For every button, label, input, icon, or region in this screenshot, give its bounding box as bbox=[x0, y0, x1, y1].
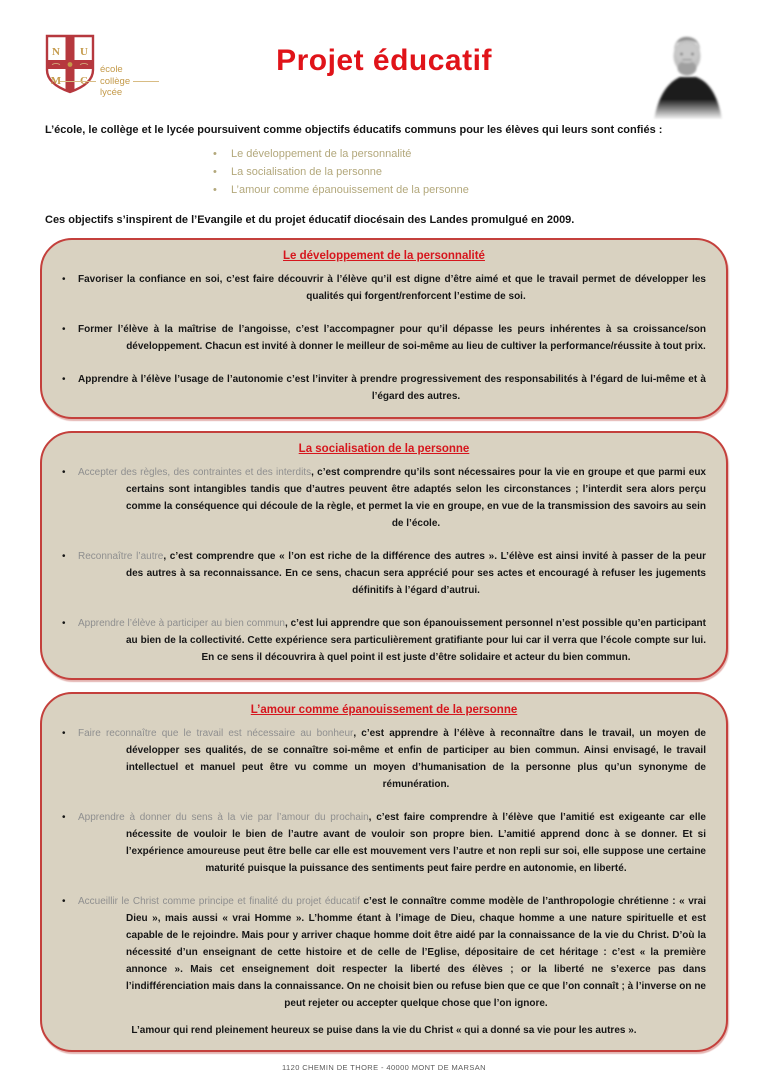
box-title: L’amour comme épanouissement de la personne bbox=[250, 704, 518, 716]
bullet-paragraph bbox=[62, 371, 706, 405]
bullet-text-block bbox=[78, 371, 706, 405]
bullet-text: , c’est comprendre que « l’on est riche de la différence des autres ». L’élève est ainsi invité à passer de la peur des autres à sa reconnaissance. En ce sens, chacun sera apprécié pour ses actes et encouragé à refuser les jugements définitifs à l’égard d’autrui. bbox=[126, 551, 706, 596]
bullet-text: Apprendre à l’élève l’usage de l’autonomie c’est l’inviter à prendre progressivement des responsabilités à l’égard de lui-même et à l’égard des autres. bbox=[78, 374, 706, 402]
bullet-dot-icon bbox=[213, 145, 231, 163]
box-title: La socialisation de la personne bbox=[298, 443, 470, 455]
intro-section bbox=[45, 122, 723, 226]
box-title: Le développement de la personnalité bbox=[283, 250, 485, 262]
intro-bullet-item bbox=[213, 145, 723, 163]
bullet-paragraph bbox=[62, 321, 706, 355]
bullet-dot-icon bbox=[62, 371, 78, 405]
section-amour-epanouissement bbox=[40, 692, 728, 1052]
closing-line: L’amour qui rend pleinement heureux se puise dans la vie du Christ « qui a donné sa vie pour les autres ». bbox=[131, 1025, 637, 1036]
intro-origin-text: Ces objectifs s’inspirent de l’Evangile et du projet éducatif diocésain des Landes promulgué en 2009. bbox=[45, 214, 575, 226]
bullet-text-block bbox=[78, 893, 706, 1012]
bullet-text-block bbox=[78, 464, 706, 532]
crest-letter: M bbox=[50, 75, 62, 87]
section-socialisation-personne bbox=[40, 431, 728, 680]
crest-letter: C bbox=[80, 75, 88, 87]
bullet-paragraph bbox=[62, 548, 706, 599]
bullet-text: c’est le connaître comme modèle de l’anthropologie chrétienne : « vrai Dieu », mais aussi « vrai Homme ». L’homme étant à l’image de Dieu, chaque homme a une nature spirituelle et est capable de le rejoindre. Mais pour y arriver chaque homme doit être aidé par la connaissance de la vie du Christ. D’où la nécessité d’un enseignant de cette histoire et de celle de l’Eglise, dépositaire de cet héritage : c’est « la première annonce ». Mais cet enseignement doit respecter la liberté des élèves ; or la liberté ne s’exerce pas dans l’indifférenciation mais dans la connaissance. On ne choisit bien ou refuse bien que ce que l’on connaît ; à l’inverse on ne peut rejeter ou accepter quelque chose que l’on ignore. bbox=[126, 896, 706, 1009]
bullet-text: , c’est faire comprendre à l’élève que l’amitié est exigeante car elle nécessite de vouloir le bien de l’autre avant de vouloir son propre bien. L’amitié apprend donc à se donner. Et si l’expérience amoureuse peut être belle car elle est mouvement vers l’autre et non repli sur soi, elle suppose une certaine maturité puisque la puissance des sentiments peut faire perdre en autonomie, en liberté. bbox=[126, 812, 706, 874]
crest-letter: N bbox=[52, 46, 60, 58]
intro-bullet-label: L’amour comme épanouissement de la personne bbox=[231, 184, 469, 196]
footer-address: 1120 CHEMIN DE THORE - 40000 MONT DE MARSAN bbox=[282, 1063, 486, 1072]
bullet-dot-icon bbox=[62, 809, 78, 877]
section-developpement-personnalite bbox=[40, 238, 728, 419]
crest-letter: U bbox=[80, 46, 88, 58]
bullet-lead: Faire reconnaître que le travail est nécessaire au bonheur bbox=[78, 728, 354, 739]
bullet-paragraph bbox=[62, 725, 706, 793]
bullet-dot-icon bbox=[62, 321, 78, 355]
portrait-photo bbox=[630, 26, 742, 120]
bullet-lead: Accepter des règles, des contraintes et des interdits bbox=[78, 467, 312, 478]
logo-word-ecole: école bbox=[100, 64, 123, 75]
bullet-dot-icon bbox=[213, 163, 231, 181]
bullet-lead: Reconnaître l’autre bbox=[78, 551, 164, 562]
bullet-paragraph bbox=[62, 809, 706, 877]
bullet-text: , c’est apprendre à l’élève à reconnaître dans le travail, un moyen de développer ses qualités, de se connaître soi-même et enfin de participer au bien commun. Ainsi envisagé, le travail intellectuel et manuel peut être vu comme un moyen d’humanisation de la personne plus qu’un synonyme de rémunération. bbox=[126, 728, 706, 790]
logo-word-lycee: lycée bbox=[100, 87, 123, 98]
logo-word-college: collège bbox=[100, 75, 131, 87]
bullet-text: , c’est lui apprendre que son épanouissement personnel n’est possible qu’en participant au bien de la collectivité. Cette expérience sera particulièrement gratifiante pour lui car il verra que l’école compte sur lui. En ce sens il découvrira à quel point il est juste d’être solidaire et acteur du bien commun. bbox=[126, 618, 706, 663]
intro-lead-text: L’école, le collège et le lycée poursuivent comme objectifs éducatifs communs pour les élèves qui leurs sont confiés : bbox=[45, 124, 663, 136]
intro-bullet-label: Le développement de la personnalité bbox=[231, 148, 412, 160]
header bbox=[0, 0, 768, 118]
bullet-paragraph bbox=[62, 271, 706, 305]
bullet-paragraph bbox=[62, 464, 706, 532]
bullet-dot-icon bbox=[62, 893, 78, 1012]
bullet-text: Favoriser la confiance en soi, c’est faire découvrir à l’élève qu’il est digne d’être aimé et que le travail permet de développer les qualités qui forgent/renforcent l’estime de soi. bbox=[78, 274, 706, 302]
bullet-lead: Apprendre à donner du sens à la vie par l’amour du prochain bbox=[78, 812, 369, 823]
page-title: Projet éducatif bbox=[276, 44, 492, 77]
intro-bullet-item bbox=[213, 181, 723, 199]
bullet-text-block bbox=[78, 271, 706, 305]
bullet-paragraph bbox=[62, 615, 706, 666]
bullet-text-block bbox=[78, 548, 706, 599]
bullet-paragraph bbox=[62, 893, 706, 1012]
bullet-dot-icon bbox=[62, 464, 78, 532]
bullet-text-block bbox=[78, 321, 706, 355]
bullet-dot-icon bbox=[62, 725, 78, 793]
intro-bullet-label: La socialisation de la personne bbox=[231, 166, 383, 178]
bullet-text-block bbox=[78, 809, 706, 877]
intro-bullet-list bbox=[213, 145, 723, 199]
bullet-dot-icon bbox=[62, 271, 78, 305]
intro-bullet-item bbox=[213, 163, 723, 181]
bullet-text-block bbox=[78, 615, 706, 666]
bullet-dot-icon bbox=[213, 181, 231, 199]
bullet-dot-icon bbox=[62, 615, 78, 666]
bullet-text: , c’est comprendre qu’ils sont nécessaires pour la vie en groupe et que parmi eux certains sont intangibles tandis que d’autres peuvent être adaptés selon les circonstances ; l’interdit sera alors perçu comme la conséquence qui découle de la règle, et permet la vie en groupe, en vue de la transmission des savoirs au sein de l’école. bbox=[126, 467, 706, 529]
bullet-lead: Apprendre l’élève à participer au bien commun bbox=[78, 618, 285, 629]
bullet-lead: Accueillir le Christ comme principe et finalité du projet éducatif bbox=[78, 896, 360, 907]
bullet-text: Former l’élève à la maîtrise de l’angoisse, c’est l’accompagner pour qu’il dépasse les peurs inhérentes à sa croissance/son développement. Chacun est invité à donner le meilleur de soi-même au lieu de cultiver la performance/réussite à tout prix. bbox=[78, 324, 706, 352]
bullet-dot-icon bbox=[62, 548, 78, 599]
bullet-text-block bbox=[78, 725, 706, 793]
